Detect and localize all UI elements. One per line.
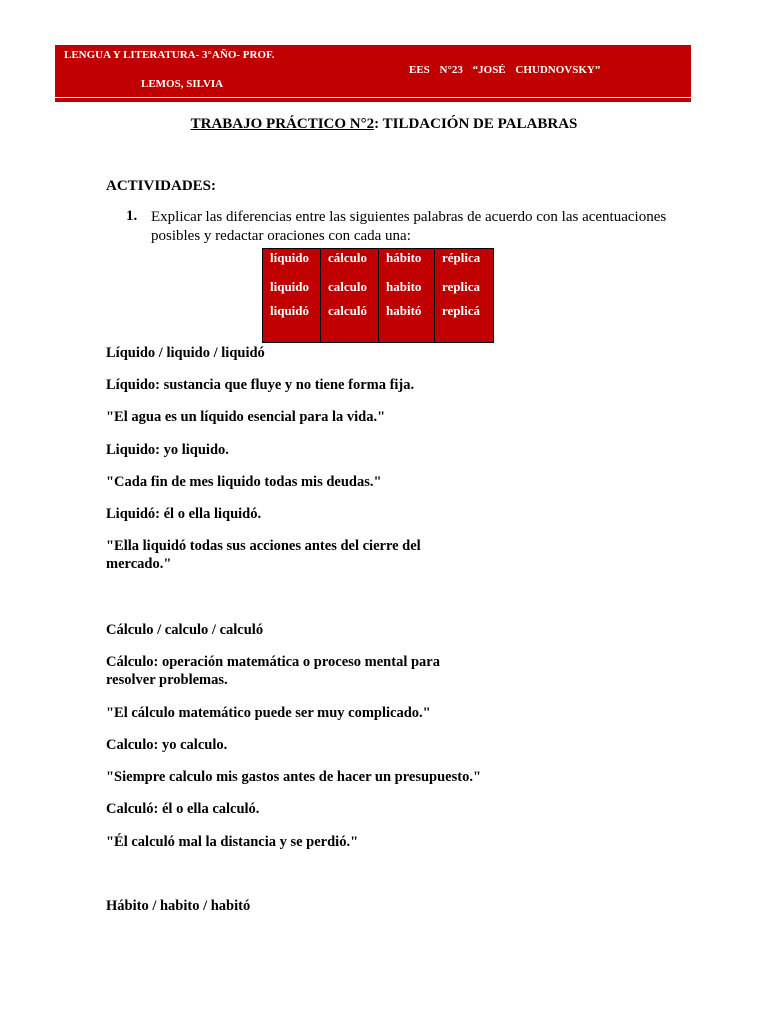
word-cell: liquido — [270, 279, 310, 294]
title-underlined: TRABAJO PRÁCTICO N°2 — [190, 116, 375, 132]
word-table — [262, 248, 494, 343]
item-number: 1. — [126, 208, 138, 224]
definition-paragraph: Calculó: él o ella calculó. — [106, 801, 260, 817]
activities-heading: ACTIVIDADES: — [106, 178, 217, 194]
word-column — [321, 249, 379, 342]
definition-paragraph: Líquido: sustancia que fluye y no tiene forma fija. — [106, 377, 415, 393]
word-cell: habitó — [386, 303, 422, 318]
section-heading-calculo: Cálculo / calculo / calculó — [106, 622, 264, 638]
header-divider — [55, 98, 691, 102]
example-sentence: "El cálculo matemático puede ser muy complicado." — [106, 705, 431, 721]
example-sentence: "El agua es un líquido esencial para la vida." — [106, 409, 386, 425]
word-cell: calculo — [328, 279, 367, 294]
word-cell: hábito — [386, 250, 422, 265]
item-instruction: Explicar las diferencias entre las siguientes palabras de acuerdo con las acentuaciones posibles y redactar oraciones con cada una: — [151, 209, 667, 244]
section-heading-habito: Hábito / habito / habitó — [106, 898, 251, 914]
word-column — [379, 249, 435, 342]
example-sentence: "Cada fin de mes liquido todas mis deudas." — [106, 474, 382, 490]
page-title — [0, 116, 768, 133]
definition-paragraph: Liquido: yo liquido. — [106, 442, 229, 458]
word-cell: habito — [386, 279, 422, 294]
word-cell: replica — [442, 279, 481, 294]
teacher-name: LEMOS, SILVIA — [141, 78, 224, 90]
word-cell: réplica — [442, 250, 481, 265]
document-header — [55, 45, 691, 97]
example-sentence: "Siempre calculo mis gastos antes de hacer un presupuesto." — [106, 769, 481, 785]
school-name: EES N°23 “JOSÉ CHUDNOVSKY” — [409, 64, 601, 76]
example-sentence: "Ella liquidó todas sus acciones antes del cierre del mercado." — [106, 538, 421, 572]
course-label: LENGUA Y LITERATURA- 3°AÑO- PROF. — [64, 49, 275, 61]
word-cell: liquidó — [270, 303, 310, 318]
example-sentence: "Él calculó mal la distancia y se perdió." — [106, 834, 359, 850]
definition-paragraph: Calculo: yo calculo. — [106, 737, 228, 753]
section-heading-liquido: Líquido / liquido / liquidó — [106, 345, 265, 361]
definition-paragraph: Cálculo: operación matemática o proceso mental para resolver problemas. — [106, 654, 440, 688]
word-cell: líquido — [270, 250, 310, 265]
word-cell: replicá — [442, 303, 481, 318]
word-cell: calculó — [328, 303, 367, 318]
word-cell: cálculo — [328, 250, 367, 265]
word-column — [435, 249, 493, 342]
definition-paragraph: Liquidó: él o ella liquidó. — [106, 506, 262, 522]
title-rest: : TILDACIÓN DE PALABRAS — [374, 116, 578, 132]
word-column — [263, 249, 321, 342]
